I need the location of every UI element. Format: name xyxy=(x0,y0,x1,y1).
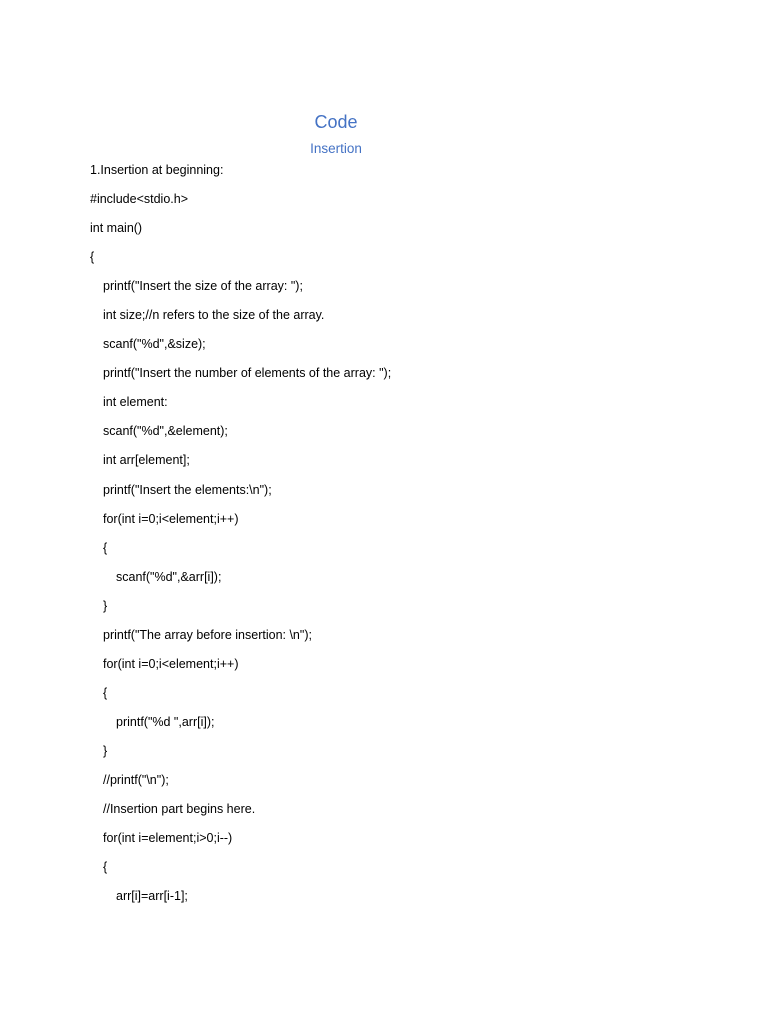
code-line: { xyxy=(103,860,108,875)
code-line: arr[i]=arr[i-1]; xyxy=(116,889,188,904)
code-line: for(int i=element;i>0;i--) xyxy=(103,831,233,846)
code-line: { xyxy=(90,250,95,265)
code-line: int main() xyxy=(90,221,143,236)
code-line: #include<stdio.h> xyxy=(90,192,188,207)
code-line: printf("The array before insertion: \n"); xyxy=(103,627,312,642)
code-line: printf("Insert the size of the array: "); xyxy=(103,279,303,294)
code-line: } xyxy=(103,598,108,613)
code-line: scanf("%d",&size); xyxy=(103,337,206,352)
code-line: 1.Insertion at beginning: xyxy=(90,163,224,177)
code-line: printf("%d ",arr[i]); xyxy=(116,714,215,729)
code-line: { xyxy=(103,685,108,700)
code-line: int arr[element]; xyxy=(103,453,190,468)
code-line: } xyxy=(103,743,108,758)
code-line: for(int i=0;i<element;i++) xyxy=(103,511,239,526)
code-line: { xyxy=(103,540,108,555)
code-line: //Insertion part begins here. xyxy=(103,802,256,817)
document-title: Code xyxy=(314,112,358,132)
code-line: //printf("\n"); xyxy=(103,772,169,787)
code-line: scanf("%d",&element); xyxy=(103,424,228,439)
code-line: scanf("%d",&arr[i]); xyxy=(116,569,222,584)
document-subtitle: Insertion xyxy=(310,141,362,156)
code-line: printf("Insert the elements:\n"); xyxy=(103,482,272,497)
code-line: int size;//n refers to the size of the array. xyxy=(103,308,325,323)
code-block xyxy=(90,160,730,915)
code-line: for(int i=0;i<element;i++) xyxy=(103,656,239,671)
code-line: printf("Insert the number of elements of the array: "); xyxy=(103,366,392,381)
code-line: int element: xyxy=(103,395,168,410)
